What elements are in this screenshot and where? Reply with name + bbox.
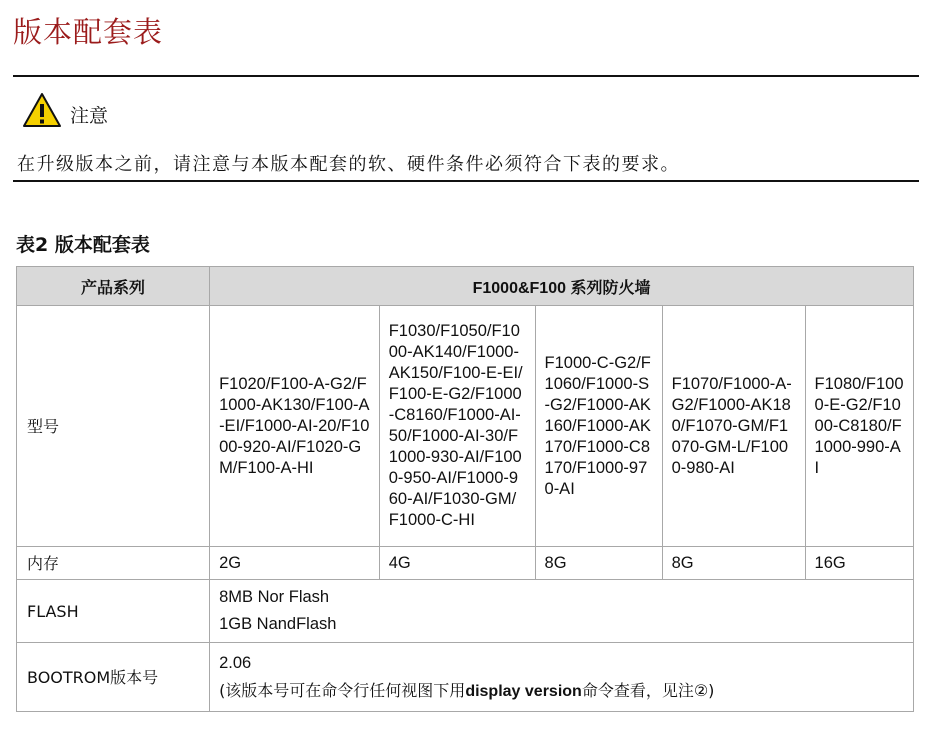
flash-line-nor: 8MB Nor Flash — [219, 588, 330, 606]
model-cell-1: F1020/F100-A-G2/F1000-AK130/F100-A-EI/F1000-AI-20/F1000-920-AI/F1020-GM/F100-A-HI — [210, 306, 380, 547]
model-cell-2: F1030/F1050/F1000-AK140/F1000-AK150/F100-E-EI/F100-E-G2/F1000-C8160/F1000-AI-50/F1000-AI-30/F1000-930-AI/F1000-950-AI/F1000-960-AI/F1030-GM/F1000-C-HI — [379, 306, 535, 547]
header-firewall-series: F1000&F100 系列防火墙 — [210, 267, 914, 306]
note-label: 注意 — [70, 104, 109, 127]
bootrom-cell — [210, 643, 914, 712]
bootrom-note-suffix: 命令查看，见注②) — [581, 680, 715, 700]
top-divider — [13, 75, 919, 77]
table-header-row — [17, 267, 914, 306]
memory-cell-2: 4G — [379, 547, 535, 580]
memory-cell-5: 16G — [805, 547, 913, 580]
note-text: 在升级版本之前，请注意与本版本配套的软、硬件条件必须符合下表的要求。 — [17, 154, 680, 175]
table-row-model — [17, 306, 914, 547]
warning-triangle-icon — [22, 92, 62, 128]
model-cell-4: F1070/F1000-A-G2/F1000-AK180/F1070-GM/F1070-GM-L/F1000-980-AI — [662, 306, 805, 547]
table-caption: 表2 版本配套表 — [16, 234, 150, 256]
row-label-flash: FLASH — [17, 580, 210, 643]
bootrom-note — [219, 677, 904, 705]
note-header — [22, 92, 108, 128]
bootrom-version: 2.06 — [219, 653, 252, 672]
model-cell-5: F1080/F1000-E-G2/F1000-C8180/F1000-990-AI — [805, 306, 913, 547]
header-product-series: 产品系列 — [17, 267, 210, 306]
table-row-bootrom — [17, 643, 914, 712]
bottom-divider — [13, 180, 919, 182]
row-label-memory: 内存 — [17, 547, 210, 580]
table-row-memory — [17, 547, 914, 580]
model-cell-3: F1000-C-G2/F1060/F1000-S-G2/F1000-AK160/F1000-AK170/F1000-C8170/F1000-970-AI — [535, 306, 662, 547]
bootrom-note-prefix: (该版本号可在命令行任何视图下用 — [219, 680, 466, 700]
row-label-bootrom: BOOTROM版本号 — [17, 643, 210, 712]
memory-cell-4: 8G — [662, 547, 805, 580]
flash-cell — [210, 580, 914, 643]
memory-cell-1: 2G — [210, 547, 380, 580]
row-label-model: 型号 — [17, 306, 210, 547]
table-row-flash — [17, 580, 914, 643]
memory-cell-3: 8G — [535, 547, 662, 580]
version-compat-table — [16, 266, 914, 712]
page-title: 版本配套表 — [13, 15, 164, 49]
bootrom-note-command: display version — [465, 682, 582, 700]
flash-line-nand: 1GB NandFlash — [219, 615, 337, 633]
